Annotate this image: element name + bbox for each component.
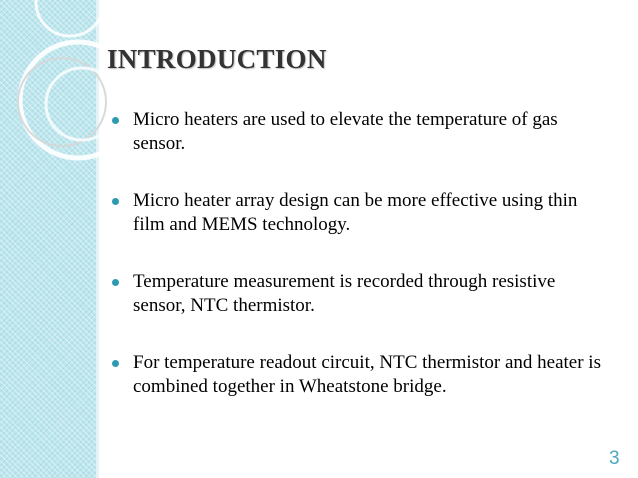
- bullet-dot-icon: [112, 117, 119, 124]
- bullet-item: [112, 270, 612, 318]
- bullet-item: [112, 351, 612, 399]
- ring-top: [36, 0, 104, 36]
- bullet-list: [112, 108, 612, 432]
- ring-inner: [46, 68, 118, 140]
- bullet-item: [112, 189, 612, 237]
- bullet-text: Micro heaters are used to elevate the temperature of gas sensor.: [133, 109, 558, 154]
- bullet-item: [112, 108, 612, 156]
- bullet-dot-icon: [112, 198, 119, 205]
- slide-title: INTRODUCTION: [107, 44, 327, 74]
- bullet-dot-icon: [112, 279, 119, 286]
- bullet-dot-icon: [112, 360, 119, 367]
- bullet-text: Temperature measurement is recorded through resistive sensor, NTC thermistor.: [133, 271, 556, 316]
- bullet-text: Micro heater array design can be more effective using thin film and MEMS technology.: [133, 190, 578, 235]
- bullet-text: For temperature readout circuit, NTC thermistor and heater is combined together in Wheatstone bridge.: [133, 352, 601, 397]
- page-number: 3: [609, 448, 620, 469]
